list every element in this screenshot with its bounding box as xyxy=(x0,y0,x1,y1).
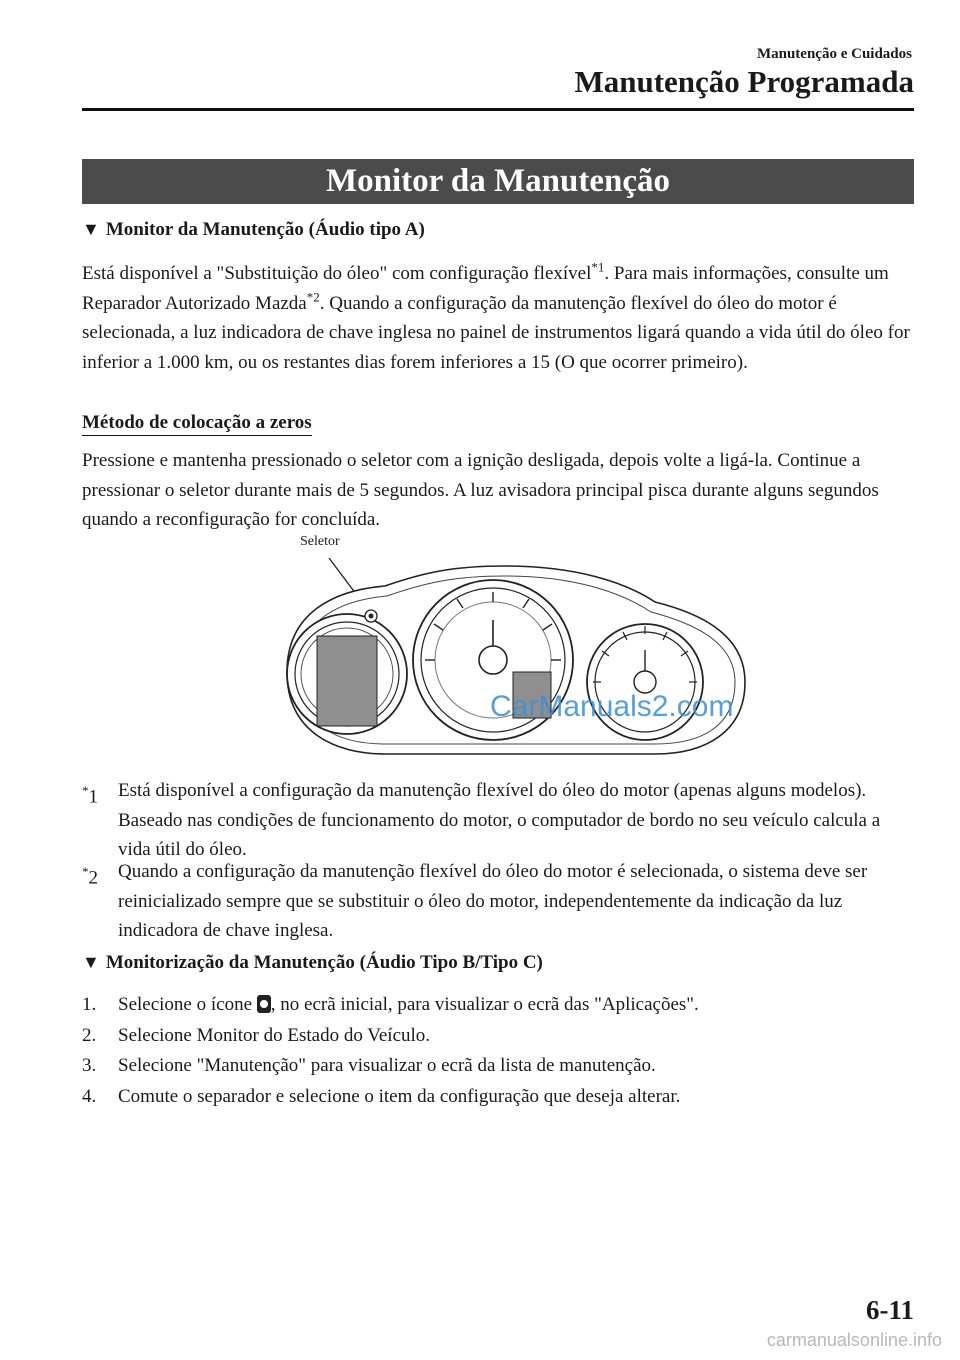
step-number: 1. xyxy=(82,994,97,1015)
intro-text-2: . Para mais informações, consulte um Reparador Autorizado Mazda xyxy=(82,263,889,314)
header-rule xyxy=(82,108,914,111)
triangle-bullet-icon: ▼ xyxy=(82,219,100,239)
footnote-asterisk: * xyxy=(82,783,89,798)
step-text: Comute o separador e selecione o item da configuração que deseja alterar. xyxy=(118,1085,681,1107)
intro-text-1: Está disponível a "Substituição do óleo" com configuração flexível xyxy=(82,263,592,284)
footnote-number: 1 xyxy=(88,786,98,808)
subheading-audio-a xyxy=(82,219,425,241)
list-item xyxy=(82,1021,912,1052)
subheading-audio-bc xyxy=(82,952,543,974)
footnote-2 xyxy=(82,857,912,946)
page-number: 6-11 xyxy=(865,1295,914,1325)
step-text-pre: Selecione o ícone xyxy=(118,994,257,1015)
triangle-bullet-icon: ▼ xyxy=(82,952,100,972)
footnote-ref-2: *2 xyxy=(306,289,320,305)
footnote-asterisk: * xyxy=(82,864,89,879)
intro-paragraph xyxy=(82,259,912,377)
figure-label-selector: Seletor xyxy=(300,534,340,549)
subheading-text: Monitor da Manutenção (Áudio tipo A) xyxy=(105,219,425,240)
method-title: Método de colocação a zeros xyxy=(82,412,312,436)
subheading-text: Monitorização da Manutenção (Áudio Tipo B/Tipo C) xyxy=(105,952,543,973)
step-text: Selecione "Manutenção" para visualizar o ecrã da lista de manutenção. xyxy=(118,1055,656,1076)
page-title: Manutenção Programada xyxy=(574,64,914,99)
list-item xyxy=(82,990,912,1021)
footnote-text: Está disponível a configuração da manutenção flexível do óleo do motor (apenas alguns modelos). Baseado nas condições de funcionamento do motor, o computador de bordo no seu veículo calcula a vida útil do óleo. xyxy=(118,780,881,860)
footnote-number: 2 xyxy=(88,867,98,889)
list-item xyxy=(82,1082,912,1113)
footnote-mark xyxy=(82,776,98,812)
section-banner: Monitor da Manutenção xyxy=(82,159,914,204)
left-gauge xyxy=(287,614,407,734)
footnote-ref-1: *1 xyxy=(591,259,605,275)
header-section: Manutenção e Cuidados xyxy=(756,46,912,62)
step-number: 2. xyxy=(82,1024,97,1046)
footnote-text: Quando a configuração da manutenção flexível do óleo do motor é selecionada, o sistema deve ser reinicializado sempre que se substituir o óleo do motor, independentemente da indicação da luz indicadora de chave inglesa. xyxy=(118,861,868,941)
instrument-cluster-figure xyxy=(275,532,755,768)
apps-icon xyxy=(257,995,271,1013)
selector-knob xyxy=(365,610,377,622)
list-item xyxy=(82,1051,912,1082)
step-number: 4. xyxy=(82,1085,97,1107)
method-paragraph: Pressione e mantenha pressionado o seletor com a ignição desligada, depois volte a ligá-la. Continue a pressionar o seletor durante mais de 5 segundos. A luz avisadora principal pisca durante alguns segundos quando a reconfiguração for concluída. xyxy=(82,450,879,530)
intro-text-3: . Quando a configuração da manutenção flexível do óleo do motor é selecionada, a luz indicadora de chave inglesa no painel de instrumentos ligará quando a vida útil do óleo for inferior a 1.000 km, ou os restantes dias forem inferiores a 15 (O que ocorrer primeiro). xyxy=(82,292,910,373)
steps-list xyxy=(82,990,912,1112)
watermark-figure: CarManuals2.com xyxy=(490,690,734,723)
footnote-1 xyxy=(82,776,912,865)
step-text-post: , no ecrã inicial, para visualizar o ecrã das "Aplicações". xyxy=(270,994,699,1015)
footnote-mark xyxy=(82,857,98,893)
watermark-footer: carmanualsonline.info xyxy=(766,1330,942,1350)
step-text: Selecione Monitor do Estado do Veículo. xyxy=(118,1024,431,1046)
step-number: 3. xyxy=(82,1055,97,1076)
